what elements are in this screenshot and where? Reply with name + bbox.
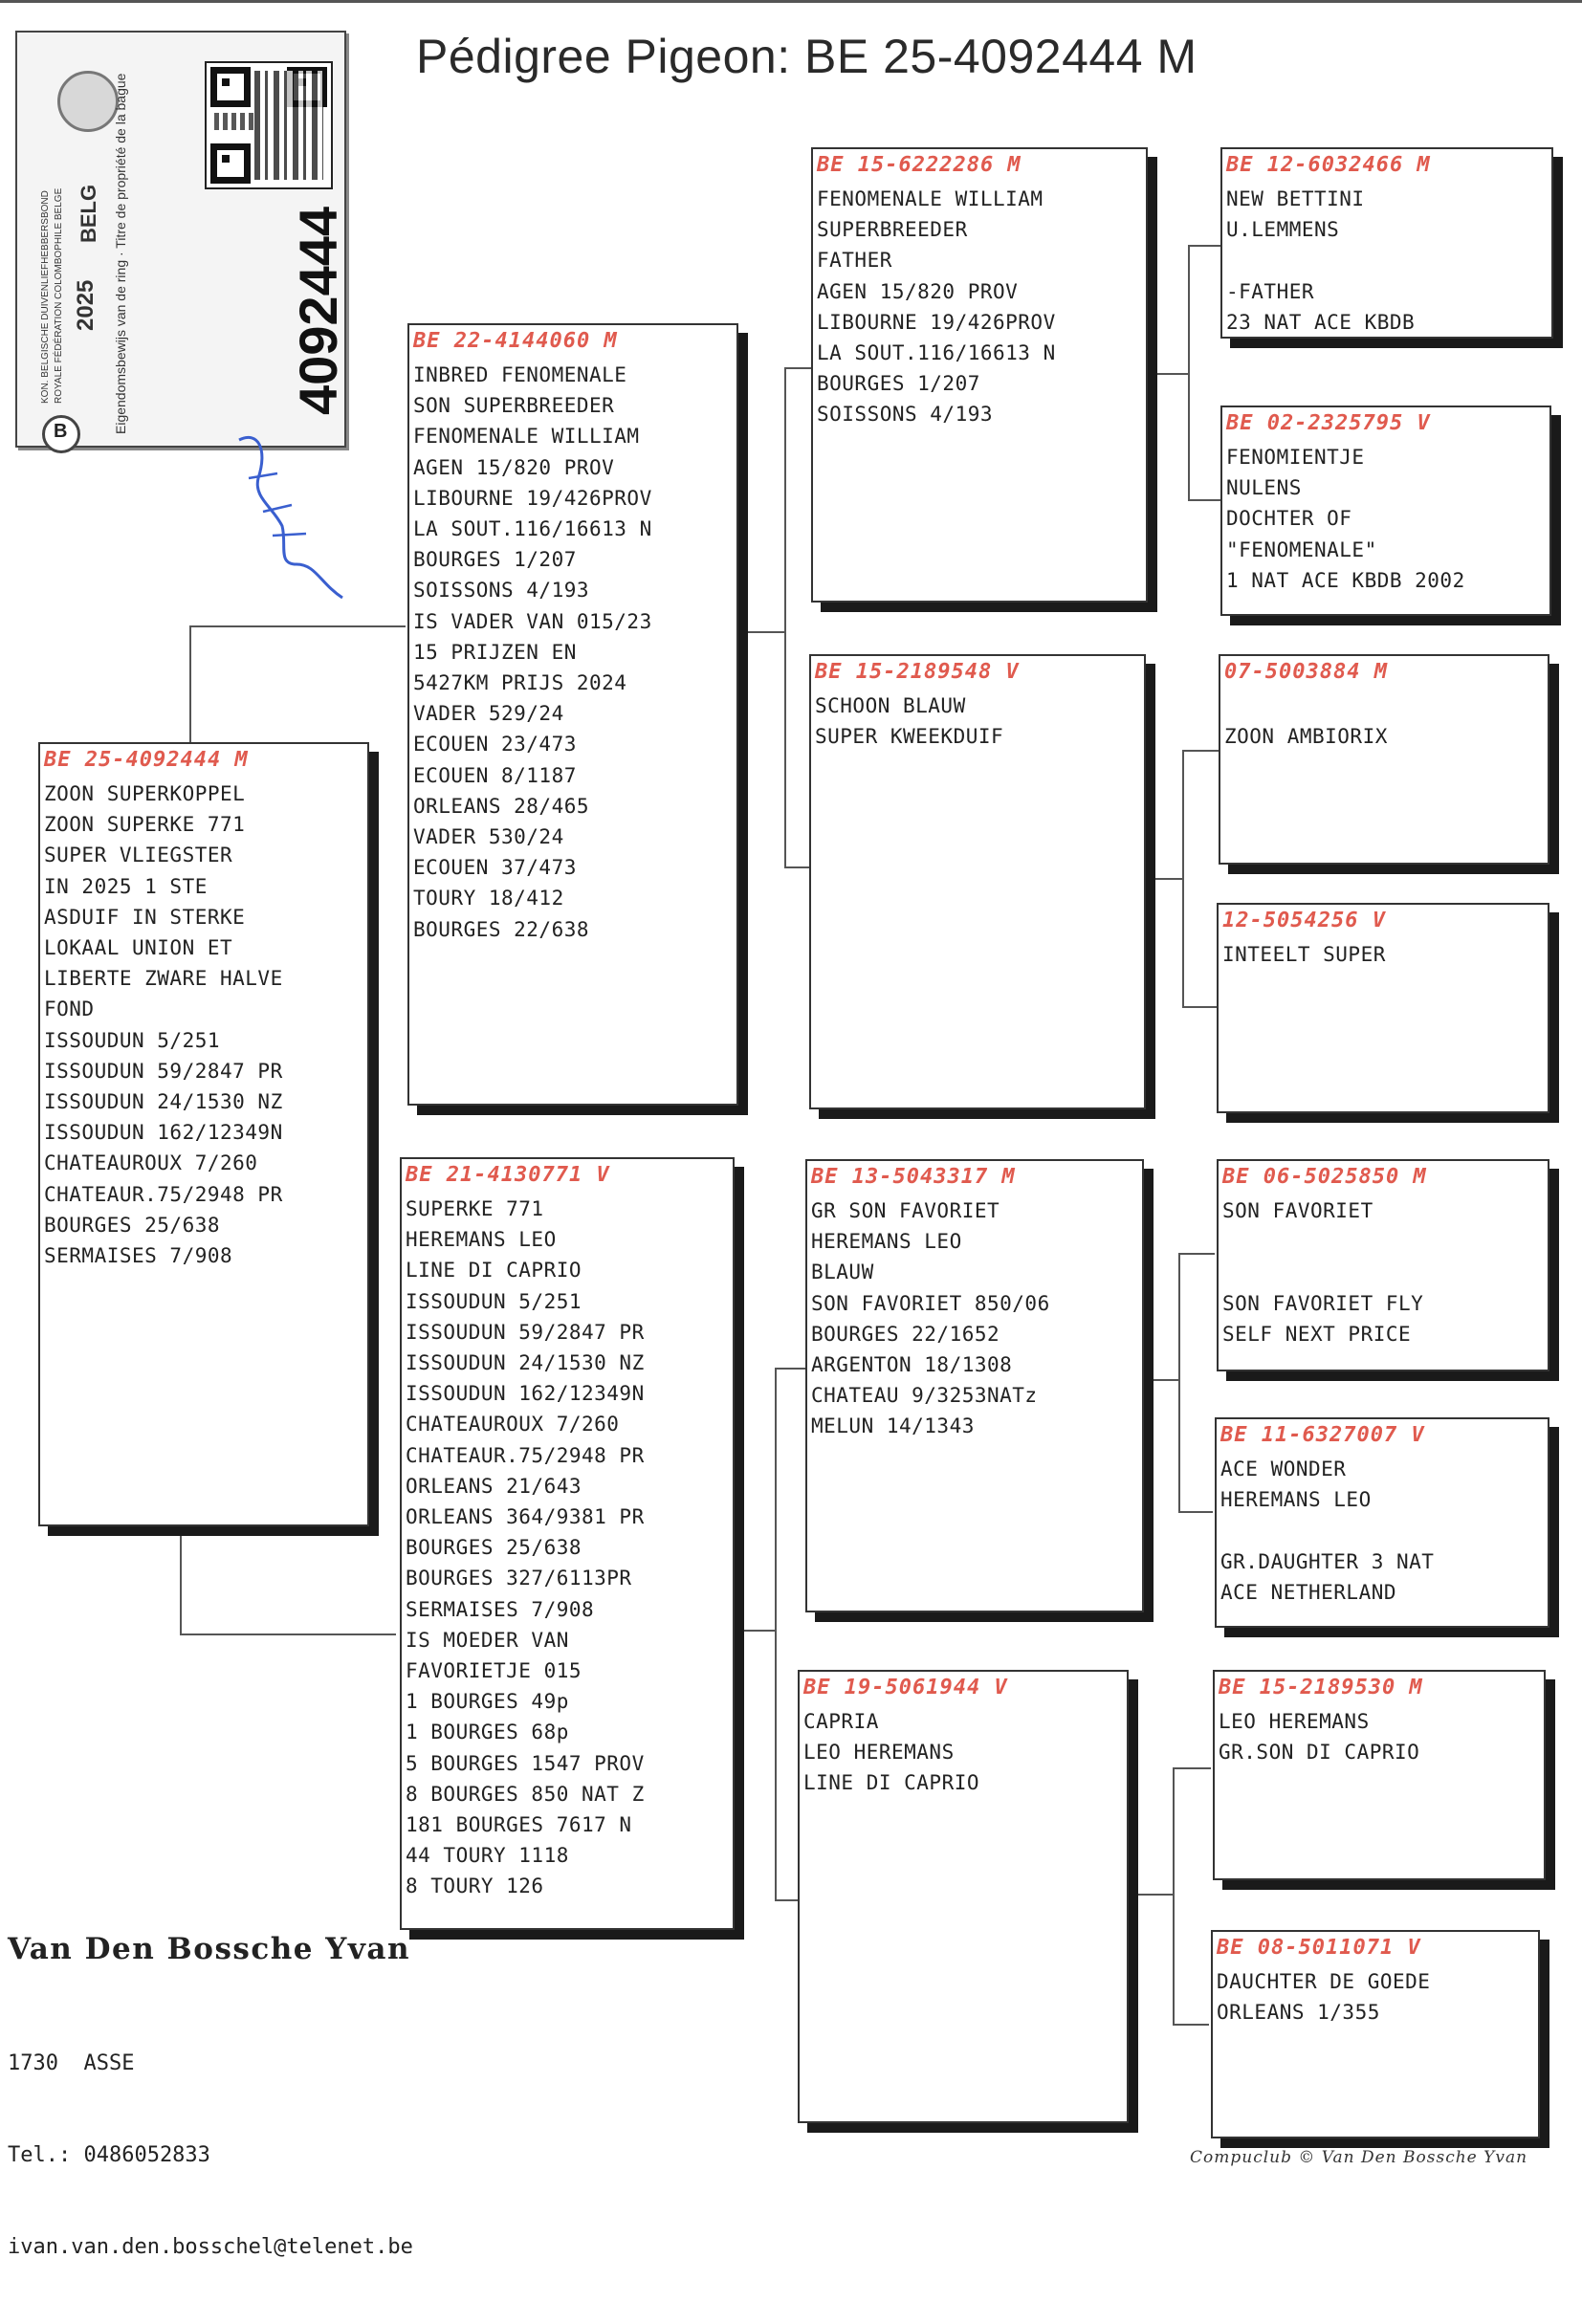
owner-name: Van Den Bossche Yvan bbox=[8, 1932, 411, 1966]
pigeon-box-ff bbox=[811, 147, 1148, 603]
ring-header: BE 25-4092444 M bbox=[44, 748, 249, 772]
globe-emblem-icon bbox=[57, 71, 119, 132]
pigeon-box-mff bbox=[1217, 1159, 1549, 1371]
pigeon-note-line: 15 PRIJZEN EN bbox=[413, 640, 577, 664]
pigeon-note-line: SCHOON BLAUW bbox=[815, 694, 966, 717]
pigeon-notes bbox=[1220, 1454, 1546, 1608]
ring-header: 12-5054256 V bbox=[1222, 909, 1386, 932]
pigeon-note-line: SELF NEXT PRICE bbox=[1222, 1322, 1412, 1346]
pigeon-note-line: VADER 529/24 bbox=[413, 702, 564, 726]
pigeon-note-line: SON FAVORIET bbox=[1222, 1199, 1373, 1222]
pigeon-note-line: ACE NETHERLAND bbox=[1220, 1580, 1397, 1604]
connector bbox=[1173, 2024, 1209, 2026]
pigeon-note-line: LINE DI CAPRIO bbox=[803, 1771, 980, 1795]
connector bbox=[735, 1630, 777, 1632]
owner-email: ivan.van.den.bosschel@telenet.be bbox=[8, 2235, 413, 2259]
pigeon-note-line: HEREMANS LEO bbox=[406, 1228, 557, 1252]
pigeon-notes bbox=[44, 778, 365, 1271]
pigeon-note-line: CHATEAUR.75/2948 PR bbox=[44, 1182, 283, 1206]
pigeon-note-line: INTEELT SUPER bbox=[1222, 943, 1386, 966]
pigeon-note-line: LIBERTE ZWARE HALVE bbox=[44, 967, 283, 991]
pigeon-box-fmm bbox=[1217, 903, 1549, 1113]
pigeon-note-line: SUPER VLIEGSTER bbox=[44, 844, 233, 867]
pigeon-note-line bbox=[1220, 1515, 1546, 1546]
pigeon-note-line: SON FAVORIET FLY bbox=[1222, 1291, 1424, 1315]
pigeon-notes bbox=[1226, 184, 1549, 338]
ring-header: BE 12-6032466 M bbox=[1226, 153, 1431, 177]
pigeon-box-mf bbox=[805, 1159, 1144, 1612]
pigeon-notes bbox=[811, 1195, 1140, 1442]
pigeon-note-line: 181 BOURGES 7617 N bbox=[406, 1813, 632, 1837]
pigeon-note-line: TOURY 18/412 bbox=[413, 887, 564, 910]
pigeon-note-line bbox=[1222, 1257, 1546, 1287]
pigeon-note-line: LEO HEREMANS bbox=[803, 1741, 955, 1765]
pigeon-note-line: ISSOUDUN 59/2847 PR bbox=[406, 1320, 645, 1344]
pigeon-note-line: CHATEAU 9/3253NATz bbox=[811, 1384, 1038, 1408]
owner-info bbox=[8, 1932, 413, 2324]
pigeon-box-fmf bbox=[1219, 654, 1549, 865]
pigeon-note-line: FATHER bbox=[817, 249, 892, 273]
pigeon-note-line: HEREMANS LEO bbox=[811, 1230, 962, 1254]
pigeon-note-line: SOISSONS 4/193 bbox=[413, 579, 590, 603]
pigeon-note-line: ZOON AMBIORIX bbox=[1224, 725, 1388, 749]
footer-credit: Compuclub © Van Den Bossche Yvan bbox=[1190, 2148, 1528, 2167]
ring-header: BE 22-4144060 M bbox=[413, 329, 618, 353]
pigeon-note-line: SUPERBREEDER bbox=[817, 218, 968, 242]
pigeon-note-line: ISSOUDUN 24/1530 NZ bbox=[44, 1090, 283, 1114]
pigeon-box-mmm bbox=[1211, 1930, 1540, 2138]
connector bbox=[1173, 1767, 1175, 2026]
connector bbox=[1178, 1511, 1213, 1513]
pigeon-note-line: CHATEAUROUX 7/260 bbox=[44, 1151, 258, 1175]
connector bbox=[1173, 1767, 1211, 1769]
pigeon-note-line: AGEN 15/820 PROV bbox=[413, 455, 615, 479]
pigeon-note-line: MELUN 14/1343 bbox=[811, 1414, 975, 1438]
pigeon-box-fm bbox=[809, 654, 1146, 1109]
pigeon-note-line: SON SUPERBREEDER bbox=[413, 394, 615, 418]
connector bbox=[189, 625, 191, 742]
pigeon-note-line: IN 2025 1 STE bbox=[44, 874, 208, 898]
pigeon-box-ffm bbox=[1220, 406, 1551, 616]
pigeon-note-line: LIBOURNE 19/426PROV bbox=[413, 486, 652, 510]
pigeon-note-line: IS VADER VAN 015/23 bbox=[413, 609, 652, 633]
pigeon-notes bbox=[803, 1706, 1125, 1799]
pigeon-note-line: BOURGES 1/207 bbox=[413, 548, 577, 572]
pigeon-note-line bbox=[1224, 691, 1546, 721]
pigeon-note-line: FENOMIENTJE bbox=[1226, 446, 1365, 469]
pigeon-note-line: FENOMENALE WILLIAM bbox=[413, 425, 640, 449]
owner-phone: Tel.: 0486052833 bbox=[8, 2143, 210, 2167]
pigeon-box-mfm bbox=[1215, 1417, 1549, 1628]
ring-country: BELG bbox=[77, 184, 100, 243]
pigeon-note-line: 1 BOURGES 68p bbox=[406, 1721, 569, 1744]
connector bbox=[1146, 878, 1184, 880]
page-title: Pédigree Pigeon: BE 25-4092444 M bbox=[416, 30, 1197, 83]
pigeon-notes bbox=[817, 184, 1144, 430]
pigeon-note-line: LOKAAL UNION ET bbox=[44, 936, 233, 960]
ring-number: 4092444 bbox=[288, 206, 348, 415]
pigeon-note-line: AGEN 15/820 PROV bbox=[817, 279, 1019, 303]
pigeon-note-line: 1 NAT ACE KBDB 2002 bbox=[1226, 568, 1465, 592]
pigeon-note-line: LINE DI CAPRIO bbox=[406, 1259, 582, 1283]
pigeon-note-line: -FATHER bbox=[1226, 279, 1315, 303]
pigeon-note-line: INBRED FENOMENALE bbox=[413, 363, 627, 386]
pigeon-note-line: 5 BOURGES 1547 PROV bbox=[406, 1751, 645, 1775]
pigeon-note-line: ZOON SUPERKE 771 bbox=[44, 813, 246, 837]
pigeon-note-line: ORLEANS 364/9381 PR bbox=[406, 1505, 645, 1529]
pigeon-note-line: DAUCHTER DE GOEDE bbox=[1217, 1970, 1431, 1993]
pigeon-note-line: GR.SON DI CAPRIO bbox=[1219, 1741, 1420, 1765]
ring-header: BE 15-2189548 V bbox=[815, 660, 1020, 684]
pigeon-note-line: U.LEMMENS bbox=[1226, 218, 1340, 242]
pigeon-note-line: FAVORIETJE 015 bbox=[406, 1659, 582, 1683]
pigeon-notes bbox=[1224, 691, 1546, 752]
connector bbox=[180, 1526, 182, 1633]
pigeon-note-line: 8 BOURGES 850 NAT Z bbox=[406, 1782, 645, 1806]
top-border bbox=[0, 0, 1582, 3]
connector bbox=[775, 1368, 805, 1370]
pigeon-note-line: SUPERKE 771 bbox=[406, 1197, 544, 1220]
pigeon-note-line: ISSOUDUN 24/1530 NZ bbox=[406, 1351, 645, 1375]
pigeon-note-line: ZOON SUPERKOPPEL bbox=[44, 782, 246, 805]
pigeon-note-line: ORLEANS 21/643 bbox=[406, 1474, 582, 1498]
pigeon-note-line: NEW BETTINI bbox=[1226, 187, 1365, 210]
pigeon-notes bbox=[1226, 442, 1548, 596]
pigeon-notes bbox=[815, 691, 1142, 752]
pigeon-note-line: 1 BOURGES 49p bbox=[406, 1690, 569, 1714]
ring-header: BE 02-2325795 V bbox=[1226, 411, 1431, 435]
pigeon-box-mother bbox=[400, 1157, 735, 1930]
pigeon-box-subject bbox=[38, 742, 369, 1526]
ring-header: 07-5003884 M bbox=[1224, 660, 1388, 684]
ring-header: BE 15-2189530 M bbox=[1219, 1676, 1423, 1699]
pigeon-note-line: ACE WONDER bbox=[1220, 1458, 1347, 1480]
ring-header: BE 11-6327007 V bbox=[1220, 1423, 1425, 1447]
pigeon-note-line: ECOUEN 23/473 bbox=[413, 733, 577, 756]
pigeon-note-line: ISSOUDUN 162/12349N bbox=[406, 1382, 645, 1406]
pigeon-note-line: 5427KM PRIJS 2024 bbox=[413, 671, 627, 695]
connector bbox=[784, 866, 809, 868]
pigeon-notes bbox=[413, 360, 735, 945]
ring-header: BE 08-5011071 V bbox=[1217, 1936, 1421, 1960]
pigeon-box-father bbox=[407, 323, 738, 1106]
pigeon-note-line: CAPRIA bbox=[803, 1710, 879, 1733]
pigeon-note-line: ISSOUDUN 5/251 bbox=[406, 1289, 582, 1313]
org-line-1: KON. BELGISCHE DUIVENLIEFHEBBERSBOND bbox=[40, 190, 51, 404]
pigeon-note-line: BOURGES 25/638 bbox=[44, 1213, 221, 1237]
pigeon-note-line: LA SOUT.116/16613 N bbox=[413, 517, 652, 541]
qr-code-icon bbox=[205, 61, 333, 189]
pigeon-note-line: BOURGES 1/207 bbox=[817, 372, 980, 396]
pigeon-note-line: BOURGES 22/638 bbox=[413, 917, 590, 941]
pigeon-note-line: ISSOUDUN 5/251 bbox=[44, 1028, 221, 1052]
connector bbox=[1188, 245, 1190, 501]
pigeon-note-line bbox=[1222, 1226, 1546, 1257]
connector bbox=[1129, 1894, 1175, 1896]
pigeon-note-line: LEO HEREMANS bbox=[1219, 1710, 1370, 1733]
connector bbox=[775, 1368, 777, 1901]
pigeon-note-line bbox=[1226, 245, 1549, 275]
connector bbox=[784, 367, 786, 868]
pigeon-note-line: SON FAVORIET 850/06 bbox=[811, 1291, 1050, 1315]
pigeon-note-line: ARGENTON 18/1308 bbox=[811, 1353, 1013, 1377]
pigeon-note-line: ORLEANS 1/355 bbox=[1217, 2001, 1380, 2025]
pigeon-note-line: BOURGES 327/6113PR bbox=[406, 1567, 632, 1590]
owner-city: 1730 ASSE bbox=[8, 2051, 135, 2075]
pigeon-note-line: CHATEAUR.75/2948 PR bbox=[406, 1443, 645, 1467]
pigeon-note-line: BOURGES 22/1652 bbox=[811, 1322, 1000, 1346]
pigeon-notes bbox=[406, 1194, 731, 1902]
org-line-2: ROYALE FÉDÉRATION COLOMBOPHILE BELGE bbox=[54, 187, 64, 404]
pigeon-note-line: "FENOMENALE" bbox=[1226, 537, 1377, 561]
ring-header: BE 13-5043317 M bbox=[811, 1165, 1016, 1189]
ownership-text: Eigendomsbewijs van de ring · Titre de propriété de la bague bbox=[113, 73, 128, 434]
connector bbox=[1178, 1253, 1215, 1255]
connector bbox=[189, 625, 406, 627]
pigeon-note-line: ECOUEN 37/473 bbox=[413, 856, 577, 880]
pigeon-note-line: SOISSONS 4/193 bbox=[817, 403, 994, 427]
connector bbox=[1188, 245, 1220, 247]
ring-header: BE 21-4130771 V bbox=[406, 1163, 610, 1187]
pigeon-note-line: 8 TOURY 126 bbox=[406, 1875, 544, 1898]
pigeon-note-line: LA SOUT.116/16613 N bbox=[817, 341, 1056, 365]
pigeon-note-line: FOND bbox=[44, 998, 95, 1021]
pigeon-note-line: FENOMENALE WILLIAM bbox=[817, 187, 1044, 210]
pigeon-notes bbox=[1222, 939, 1546, 970]
ring-card bbox=[15, 31, 346, 448]
connector bbox=[1182, 1006, 1217, 1008]
connector bbox=[1182, 750, 1184, 1008]
connector bbox=[1148, 373, 1190, 375]
connector bbox=[738, 631, 786, 633]
pigeon-note-line: ISSOUDUN 59/2847 PR bbox=[44, 1059, 283, 1083]
pigeon-box-mm bbox=[798, 1670, 1129, 2123]
pigeon-note-line: ECOUEN 8/1187 bbox=[413, 763, 577, 787]
pigeon-note-line: SERMAISES 7/908 bbox=[406, 1597, 595, 1621]
connector bbox=[1178, 1253, 1180, 1513]
connector bbox=[1182, 750, 1219, 752]
pigeon-note-line: SERMAISES 7/908 bbox=[44, 1244, 233, 1268]
ring-header: BE 15-6222286 M bbox=[817, 153, 1022, 177]
pigeon-notes bbox=[1219, 1706, 1542, 1767]
pigeon-note-line: SUPER KWEEKDUIF bbox=[815, 725, 1004, 749]
pigeon-note-line: BLAUW bbox=[811, 1261, 874, 1284]
pigeon-note-line: 44 TOURY 1118 bbox=[406, 1844, 569, 1868]
ring-year: 2025 bbox=[73, 279, 99, 331]
pigeon-note-line: CHATEAUROUX 7/260 bbox=[406, 1413, 620, 1436]
connector bbox=[1144, 1379, 1180, 1381]
pigeon-note-line: GR.DAUGHTER 3 NAT bbox=[1220, 1549, 1435, 1573]
handwritten-signature bbox=[230, 421, 354, 603]
pigeon-note-line: VADER 530/24 bbox=[413, 825, 564, 849]
ring-header: BE 06-5025850 M bbox=[1222, 1165, 1427, 1189]
connector bbox=[1188, 499, 1220, 501]
pigeon-note-line: HEREMANS LEO bbox=[1220, 1488, 1372, 1512]
pigeon-box-mmf bbox=[1213, 1670, 1546, 1880]
pigeon-note-line: ORLEANS 28/465 bbox=[413, 794, 590, 818]
pigeon-note-line: GR SON FAVORIET bbox=[811, 1199, 1000, 1222]
pigeon-note-line: ASDUIF IN STERKE bbox=[44, 905, 246, 929]
pigeon-note-line: NULENS bbox=[1226, 476, 1302, 500]
pigeon-note-line: ISSOUDUN 162/12349N bbox=[44, 1121, 283, 1145]
connector bbox=[180, 1633, 396, 1635]
ring-header: BE 19-5061944 V bbox=[803, 1676, 1008, 1699]
federation-logo-icon: B bbox=[42, 415, 80, 453]
pigeon-note-line: BOURGES 25/638 bbox=[406, 1536, 582, 1560]
pigeon-note-line: LIBOURNE 19/426PROV bbox=[817, 310, 1056, 334]
pigeon-note-line: IS MOEDER VAN bbox=[406, 1628, 569, 1652]
pigeon-note-line: 23 NAT ACE KBDB bbox=[1226, 310, 1416, 334]
pigeon-box-fff bbox=[1220, 147, 1553, 339]
pigeon-notes bbox=[1217, 1966, 1536, 2028]
connector bbox=[784, 367, 811, 369]
pigeon-note-line: DOCHTER OF bbox=[1226, 507, 1352, 531]
pigeon-notes bbox=[1222, 1195, 1546, 1349]
